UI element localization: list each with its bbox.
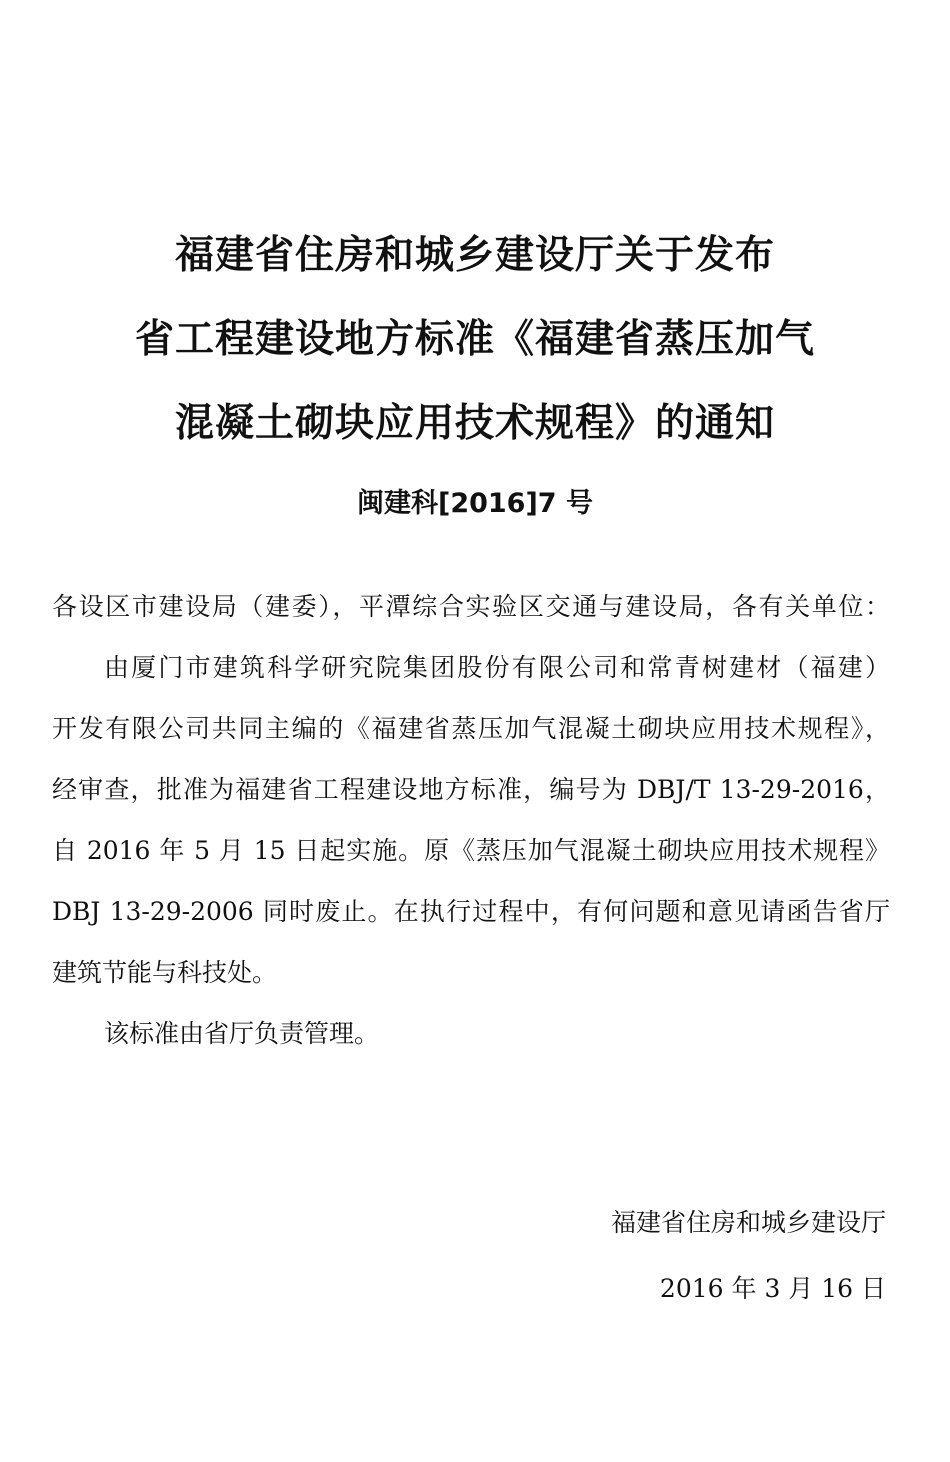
notice-body [52, 576, 890, 1064]
issue-date: 2016 年 3 月 16 日 [659, 1274, 886, 1303]
notice-title [0, 214, 950, 466]
issuer-name: 福建省住房和城乡建设厅 [610, 1208, 886, 1237]
paragraph-1-line-5: DBJ 13-29-2006 同时废止。在执行过程中，有何问题和意见请函告省厅 [52, 897, 890, 926]
title-line-1: 福建省住房和城乡建设厅关于发布 [174, 233, 775, 278]
signature-block [611, 1190, 886, 1322]
paragraph-1-line-4: 自 2016 年 5 月 15 日起实施。原《蒸压加气混凝土砌块应用技术规程》 [52, 836, 890, 865]
paragraph-1-line-1: 由厦门市建筑科学研究院集团股份有限公司和常青树建材（福建） [104, 653, 890, 682]
paragraph-1-line-2: 开发有限公司共同主编的《福建省蒸压加气混凝土砌块应用技术规程》， [52, 714, 890, 743]
title-line-2: 省工程建设地方标准《福建省蒸压加气 [134, 317, 815, 362]
document-number: 闽建科[2016]7 号 [356, 488, 593, 519]
paragraph-1-line-3: 经审查，批准为福建省工程建设地方标准，编号为 DBJ/T 13-29-2016， [52, 775, 890, 804]
salutation: 各设区市建设局（建委），平潭综合实验区交通与建设局，各有关单位： [52, 592, 890, 621]
title-line-3: 混凝土砌块应用技术规程》的通知 [174, 401, 775, 446]
paragraph-2: 该标准由省厅负责管理。 [104, 1019, 380, 1048]
paragraph-1-line-6: 建筑节能与科技处。 [52, 958, 278, 987]
